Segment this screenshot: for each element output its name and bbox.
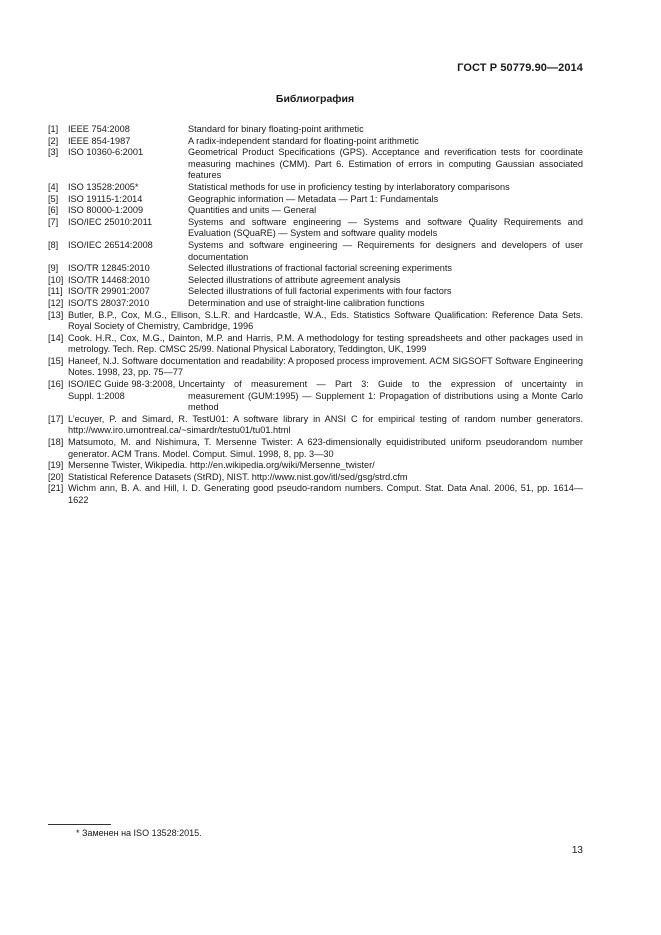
- bibliography-entry: [48, 379, 583, 414]
- bibliography-entry: [48, 333, 583, 356]
- entry-document-id: ISO/IEC Guide 98-3:2008,: [68, 379, 176, 390]
- entry-number: [15]: [48, 355, 64, 366]
- entry-text: L’ecuyer, P. and Simard, R. TestU01: A software library in ANSI C for empirical testing of random number generators. http://www.iro.umontreal.ca/~simardr/testu01/tu01.html: [68, 413, 583, 436]
- entry-number: [11]: [48, 286, 63, 297]
- document-standard-id: ГОСТ Р 50779.90—2014: [457, 62, 583, 74]
- entry-text: Matsumoto, M. and Nishimura, T. Mersenne Twister: A 623-dimensionally equidistributed uniform pseudorandom number generator. ACM Trans. Model. Comput. Simul. 1998, 8, pp. 3—30: [68, 437, 583, 459]
- entry-document-id: ISO/IEC 25010:2011: [68, 216, 153, 227]
- entry-title: Geometrical Product Specifications (GPS). Acceptance and reverification tests for coordinate measuring machines (CMM). Part 6. Estimation of errors in computing Gaussian associated features: [188, 147, 583, 181]
- footnote: * Заменен на ISO 13528:2015.: [76, 828, 202, 838]
- bibliography-entry: [48, 310, 583, 333]
- bibliography-list: [48, 124, 583, 507]
- entry-document-id: ISO 10360-6:2001: [68, 147, 144, 158]
- entry-title: A radix-independent standard for floating-point arithmetic: [188, 135, 419, 146]
- bibliography-title: Библиография: [275, 93, 355, 105]
- entry-text: Cook. H.R., Cox, M.G., Dainton, M.P. and Harris, P.M. A methodology for testing spreadsheets and other packages used in metrology. Tech. Rep. CMSC 25/99. National Physical Laboratory, Teddington, UK, 1999: [68, 332, 583, 355]
- bibliography-entry: [48, 182, 583, 194]
- entry-document-id: ISO/TR 14468:2010: [68, 274, 150, 285]
- entry-text: Haneef, N.J. Software documentation and readability: A proposed process improvement. ACM SIGSOFT Software Engineering Notes. 1998, 23, pp. 75—77: [68, 355, 583, 378]
- entry-number: [7]: [48, 216, 59, 227]
- entry-number: [17]: [48, 413, 64, 424]
- bibliography-entry: [48, 275, 583, 287]
- entry-document-id: ISO 13528:2005*: [68, 181, 139, 192]
- entry-title: Systems and software engineering — Requirements for designers and developers of user documentation: [188, 239, 583, 262]
- entry-document-id: ISO/TR 29901:2007: [68, 286, 150, 297]
- entry-number: [8]: [48, 239, 59, 250]
- bibliography-entry: [48, 217, 583, 240]
- entry-number: [5]: [48, 193, 59, 204]
- bibliography-entry: [48, 472, 583, 484]
- entry-supplement: Suppl. 1:2008: [68, 390, 125, 401]
- entry-title: Selected illustrations of fractional factorial screening experiments: [188, 263, 453, 274]
- entry-number: [18]: [48, 437, 64, 448]
- entry-number: [6]: [48, 205, 59, 216]
- entry-title: Geographic information — Metadata — Part 1: Fundamentals: [188, 193, 439, 204]
- entry-title: Quantities and units — General: [188, 205, 317, 216]
- entry-number: [16]: [48, 379, 64, 390]
- bibliography-entry: [48, 298, 583, 310]
- bibliography-entry: [48, 286, 583, 298]
- entry-document-id: ISO/TR 12845:2010: [68, 263, 150, 274]
- entry-number: [21]: [48, 483, 64, 494]
- entry-text: Wichm ann, B. A. and Hill, I. D. Generating good pseudo-random numbers. Comput. Stat. Data Anal. 2006, 51, pp. 1614—1622: [68, 483, 583, 505]
- entry-document-id: IEEE 854-1987: [68, 135, 131, 146]
- bibliography-entry: [48, 356, 583, 379]
- entry-title-continued: measurement (GUM:1995) — Supplement 1: Propagation of distributions using a Monte Carlo method: [188, 390, 583, 413]
- entry-title: Uncertainty of measurement — Part 3: Guide to the expression of uncertainty in: [178, 379, 583, 390]
- entry-number: [2]: [48, 135, 59, 146]
- entry-title: Standard for binary floating-point arithmetic: [188, 124, 364, 134]
- bibliography-entry: [48, 205, 583, 217]
- bibliography-entry: [48, 147, 583, 182]
- entry-document-id: ISO 19115-1:2014: [68, 193, 143, 204]
- entry-title: Systems and software engineering — Systems and software Quality Requirements and Evaluation (SQuaRE) — System and software quality models: [188, 216, 583, 239]
- entry-title: Selected illustrations of attribute agreement analysis: [188, 274, 401, 285]
- entry-number: [14]: [48, 332, 64, 343]
- entry-text: Statistical Reference Datasets (StRD), NIST. http://www.nist.gov/itl/sed/gsg/strd.cfm: [68, 471, 408, 482]
- footnote-separator: [48, 824, 111, 825]
- entry-number: [13]: [48, 309, 64, 320]
- entry-title: Determination and use of straight-line calibration functions: [188, 297, 425, 308]
- bibliography-entry: [48, 124, 583, 136]
- entry-text: Mersenne Twister, Wikipedia. http://en.wikipedia.org/wiki/Mersenne_twister/: [68, 460, 375, 471]
- entry-document-id: IEEE 754:2008: [68, 124, 130, 134]
- entry-number: [19]: [48, 460, 64, 471]
- bibliography-entry: [48, 240, 583, 263]
- entry-document-id: ISO 80000-1:2009: [68, 205, 144, 216]
- bibliography-entry: [48, 414, 583, 437]
- entry-text: Butler, B.P., Cox, M.G., Ellison, S.L.R. and Hardcastle, W.A., Eds. Statistics Software Qualification: Reference Data Sets. Royal Society of Chemistry, Cambridge, 1996: [68, 309, 583, 332]
- entry-number: [1]: [48, 124, 59, 134]
- entry-number: [9]: [48, 263, 59, 274]
- entry-title: Selected illustrations of full factorial experiments with four factors: [188, 286, 452, 297]
- bibliography-entry: [48, 437, 583, 460]
- bibliography-entry: [48, 136, 583, 148]
- entry-document-id: ISO/TS 28037:2010: [68, 297, 150, 308]
- bibliography-entry: [48, 263, 583, 275]
- page-number: 13: [571, 845, 583, 856]
- entry-number: [20]: [48, 471, 64, 482]
- entry-number: [12]: [48, 297, 64, 308]
- entry-number: [3]: [48, 147, 59, 158]
- entry-title: Statistical methods for use in proficiency testing by interlaboratory comparisons: [188, 181, 510, 192]
- entry-number: [10]: [48, 274, 64, 285]
- entry-document-id: ISO/IEC 26514:2008: [68, 239, 153, 250]
- bibliography-entry: [48, 460, 583, 472]
- bibliography-entry: [48, 194, 583, 206]
- entry-number: [4]: [48, 181, 59, 192]
- bibliography-entry: [48, 483, 583, 506]
